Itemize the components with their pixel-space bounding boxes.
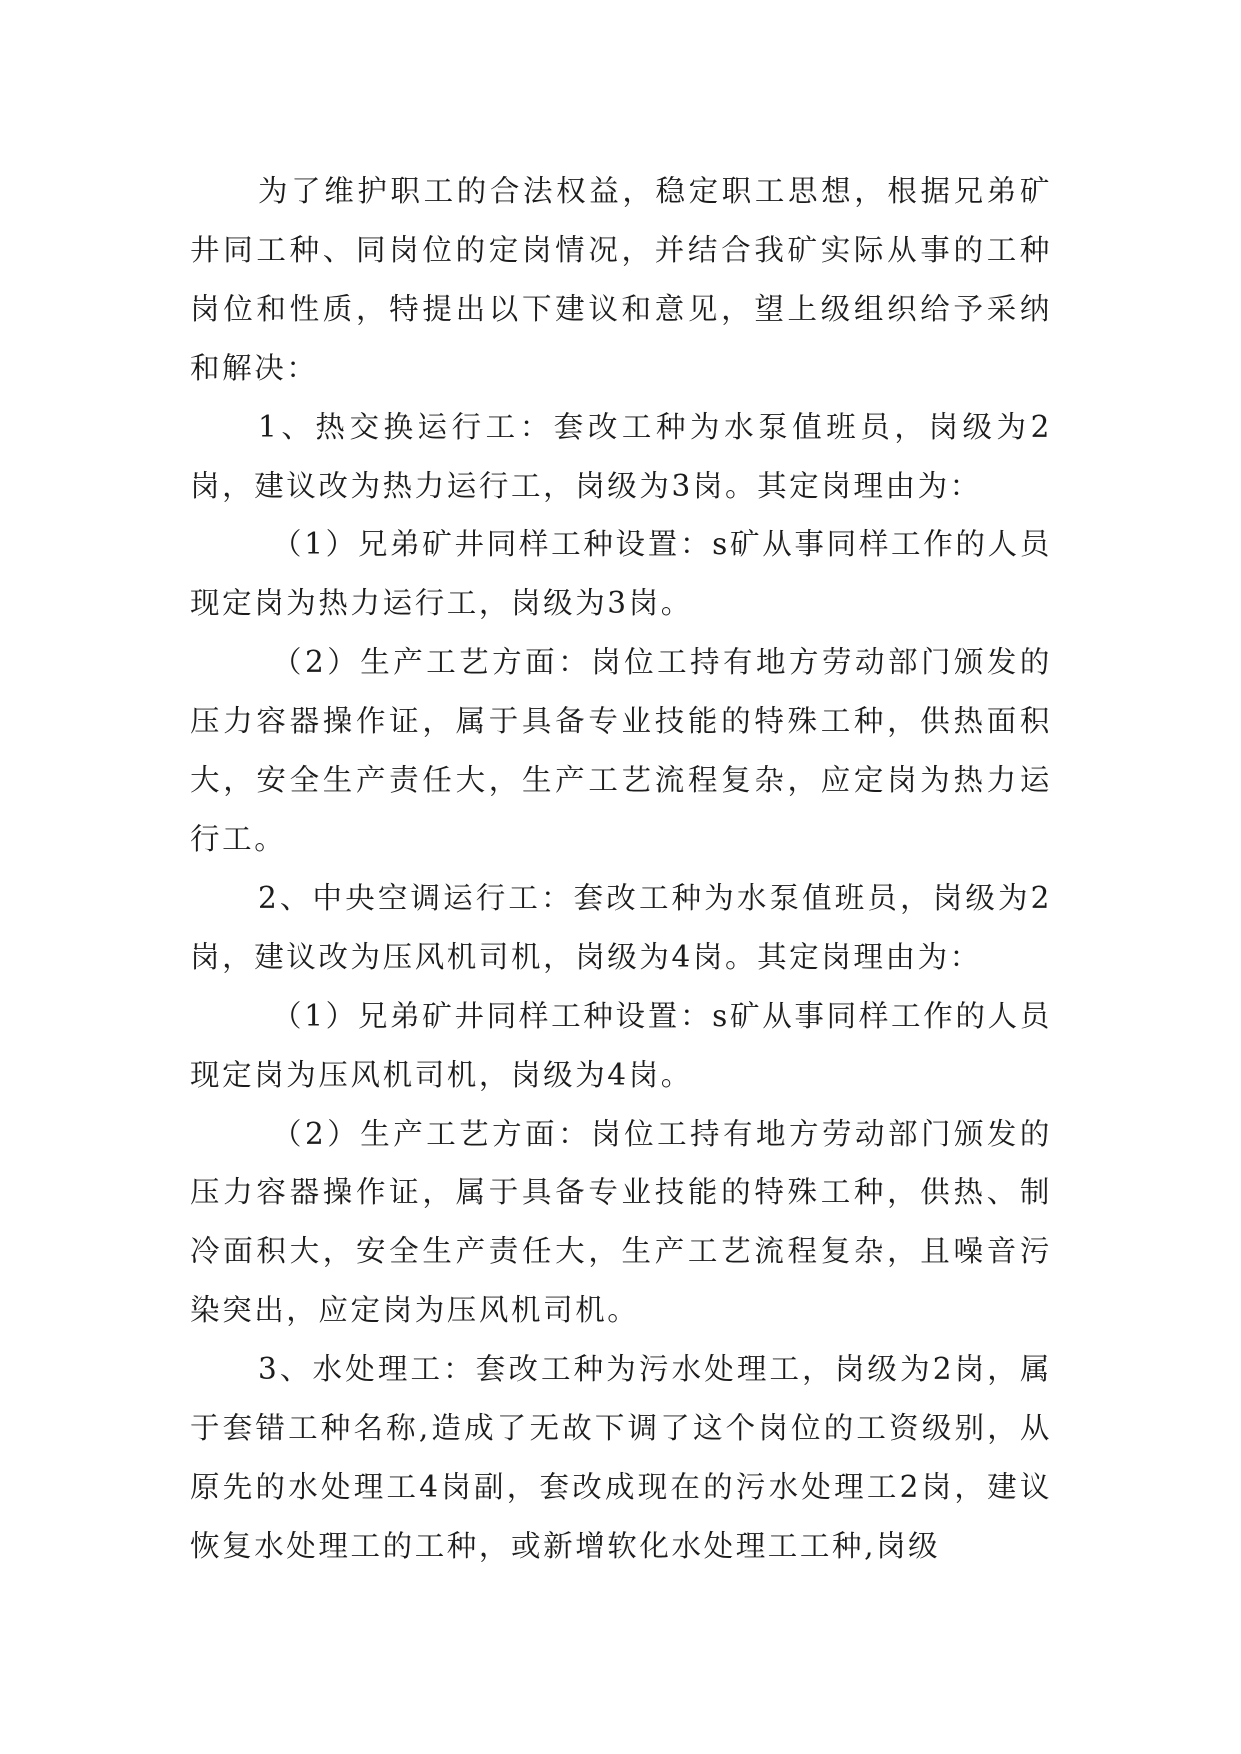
paragraph-item-2: 2、中央空调运行工：套改工种为水泵值班员，岗级为2岗，建议改为压风机司机，岗级为4岗。其定岗理由为： [190,880,1052,974]
paragraph-item-1: 1、热交换运行工：套改工种为水泵值班员，岗级为2岗，建议改为热力运行工，岗级为3岗。其定岗理由为： [190,409,1052,503]
paragraph-item-1-reason-2: （2）生产工艺方面：岗位工持有地方劳动部门颁发的压力容器操作证，属于具备专业技能的特殊工种，供热面积大，安全生产责任大，生产工艺流程复杂，应定岗为热力运行工。 [190,645,1052,856]
paragraph-item-2-reason-1: （1）兄弟矿井同样工种设置：s矿从事同样工作的人员现定岗为压风机司机，岗级为4岗。 [190,998,1052,1092]
paragraph-item-1-reason-1: （1）兄弟矿井同样工种设置：s矿从事同样工作的人员现定岗为热力运行工，岗级为3岗。 [190,527,1052,621]
paragraph-intro: 为了维护职工的合法权益，稳定职工思想，根据兄弟矿井同工种、同岗位的定岗情况，并结合我矿实际从事的工种岗位和性质，特提出以下建议和意见，望上级组织给予采纳和解决： [190,174,1052,385]
document-body [190,162,1052,1576]
paragraph-item-2-reason-2: （2）生产工艺方面：岗位工持有地方劳动部门颁发的压力容器操作证，属于具备专业技能的特殊工种，供热、制冷面积大，安全生产责任大，生产工艺流程复杂，且噪音污染突出，应定岗为压风机司机。 [190,1116,1052,1328]
paragraph-item-3: 3、水处理工：套改工种为污水处理工，岗级为2岗，属于套错工种名称,造成了无故下调了这个岗位的工资级别，从原先的水处理工4岗副，套改成现在的污水处理工2岗，建议恢复水处理工的工种，或新增软化水处理工工种,岗级 [190,1352,1052,1563]
